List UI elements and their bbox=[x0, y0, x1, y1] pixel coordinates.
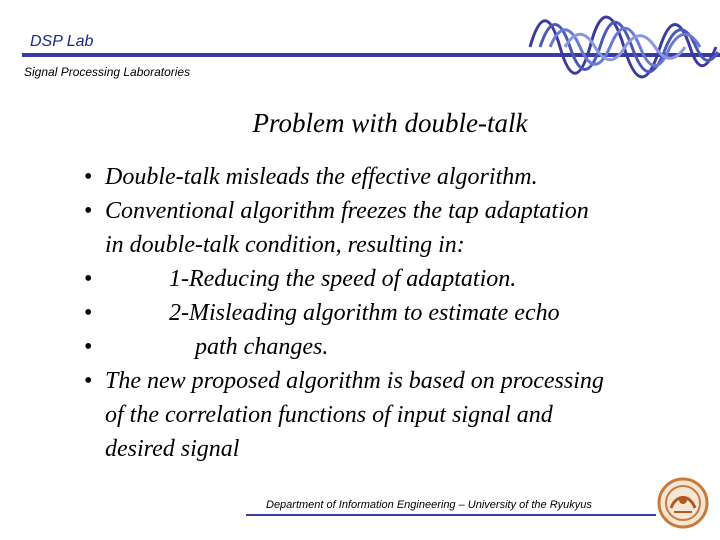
bullet-item bbox=[72, 364, 712, 466]
bullet-dot-icon: • bbox=[84, 368, 93, 394]
footer-text: Department of Information Engineering – University of the Ryukyus bbox=[266, 499, 592, 511]
lab-title: DSP Lab bbox=[30, 33, 94, 50]
footer-rule bbox=[246, 514, 656, 516]
bullet-item bbox=[72, 160, 712, 194]
bullet-text: 1-Reducing the speed of adaptation. bbox=[169, 266, 517, 292]
bullet-dot-icon: • bbox=[84, 198, 93, 224]
bullet-text: The new proposed algorithm is based on processing bbox=[105, 368, 604, 394]
bullet-list bbox=[72, 160, 712, 466]
bullet-dot-icon: • bbox=[84, 266, 93, 292]
bullet-text: Double-talk misleads the effective algorithm. bbox=[105, 164, 538, 190]
bullet-item bbox=[72, 330, 712, 364]
bullet-dot-icon: • bbox=[84, 300, 93, 326]
bullet-text: desired signal bbox=[105, 436, 240, 462]
slide-title: Problem with double-talk bbox=[252, 108, 528, 138]
bullet-dot-icon: • bbox=[84, 334, 93, 360]
bullet-text: Conventional algorithm freezes the tap adaptation bbox=[105, 198, 589, 224]
lab-subtitle: Signal Processing Laboratories bbox=[24, 65, 191, 79]
bullet-text: path changes. bbox=[195, 334, 329, 360]
bullet-text: 2-Misleading algorithm to estimate echo bbox=[169, 300, 560, 326]
bullet-dot-icon: • bbox=[84, 164, 93, 190]
bullet-item bbox=[72, 262, 712, 296]
bullet-item bbox=[72, 296, 712, 330]
bullet-text: of the correlation functions of input signal and bbox=[105, 402, 553, 428]
university-seal-icon bbox=[656, 476, 710, 530]
bullet-item bbox=[72, 194, 712, 262]
sine-wave-logo-icon bbox=[520, 2, 720, 92]
bullet-text: in double-talk condition, resulting in: bbox=[105, 232, 465, 258]
